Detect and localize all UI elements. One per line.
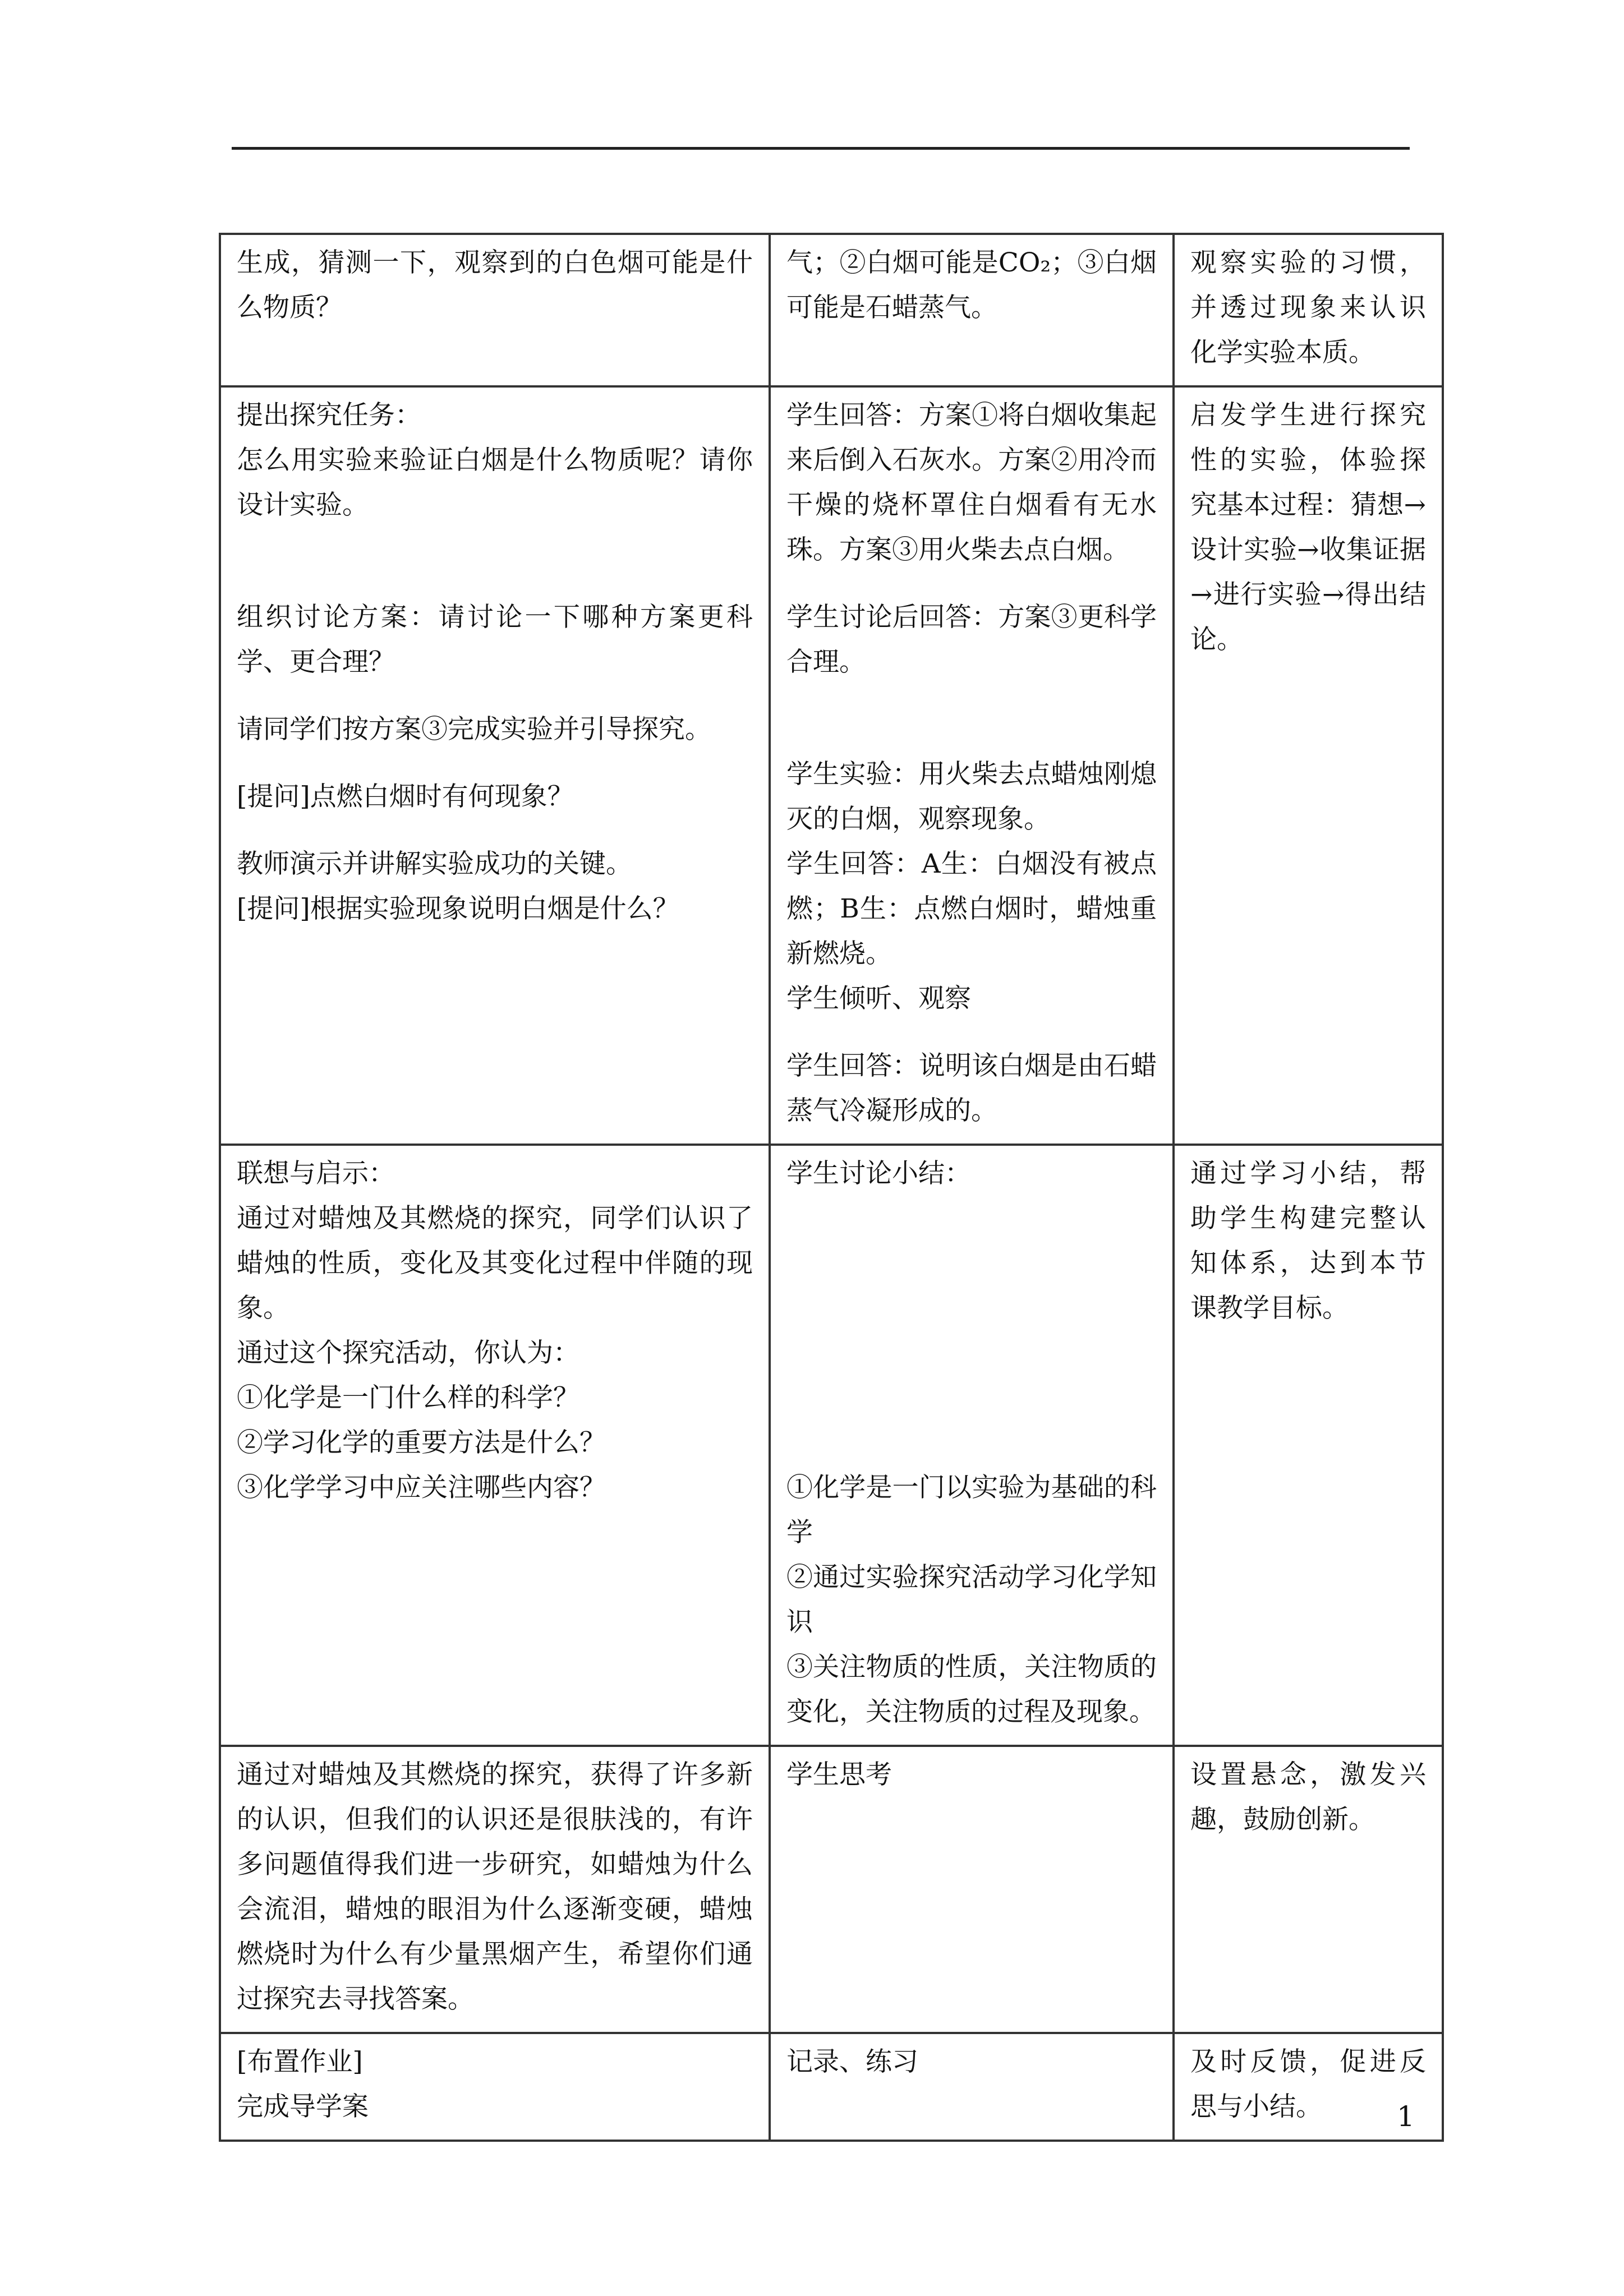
design-intent-cell: 启发学生进行探究性的实验，体验探究基本过程：猜想→设计实验→收集证据→进行实验→得出结论。: [1174, 386, 1443, 1145]
lesson-plan-table: [219, 233, 1444, 2142]
student-activity-cell: 记录、练习: [770, 2033, 1174, 2141]
table-row: [220, 234, 1443, 386]
teacher-activity-cell: [布置作业] 完成导学案: [220, 2033, 770, 2141]
design-intent-cell: 设置悬念，激发兴趣，鼓励创新。: [1174, 1746, 1443, 2033]
teacher-activity-cell: 提出探究任务： 怎么用实验来验证白烟是什么物质呢？请你设计实验。 组织讨论方案：请讨论一下哪种方案更科学、更合理？ 请同学们按方案③完成实验并引导探究。 [提问]点燃白烟时有何现象？ 教师演示并讲解实验成功的关键。 [提问]根据实验现象说明白烟是什么？: [220, 386, 770, 1145]
design-intent-cell: 及时反馈，促进反思与小结。: [1174, 2033, 1443, 2141]
student-activity-cell: 学生回答：方案①将白烟收集起来后倒入石灰水。方案②用冷而干燥的烧杯罩住白烟看有无水珠。方案③用火柴去点白烟。 学生讨论后回答：方案③更科学合理。 学生实验：用火柴去点蜡烛刚熄灭的白烟，观察现象。 学生回答：A生：白烟没有被点燃；B生：点燃白烟时，蜡烛重新燃烧。 学生倾听、观察 学生回答：说明该白烟是由石蜡蒸气冷凝形成的。: [770, 386, 1174, 1145]
table-row: [220, 1145, 1443, 1746]
teacher-activity-cell: 通过对蜡烛及其燃烧的探究，获得了许多新的认识，但我们的认识还是很肤浅的，有许多问题值得我们进一步研究，如蜡烛为什么会流泪，蜡烛的眼泪为什么逐渐变硬，蜡烛燃烧时为什么有少量黑烟产生，希望你们通过探究去寻找答案。: [220, 1746, 770, 2033]
teacher-activity-cell: 联想与启示： 通过对蜡烛及其燃烧的探究，同学们认识了蜡烛的性质，变化及其变化过程中伴随的现象。 通过这个探究活动，你认为： ①化学是一门什么样的科学？ ②学习化学的重要方法是什么？ ③化学学习中应关注哪些内容？: [220, 1145, 770, 1746]
header-rule: [232, 147, 1410, 150]
student-activity-cell: 学生思考: [770, 1746, 1174, 2033]
student-activity-cell: 学生讨论小结： ①化学是一门以实验为基础的科学 ②通过实验探究活动学习化学知识 ③关注物质的性质，关注物质的变化，关注物质的过程及现象。: [770, 1145, 1174, 1746]
table-row: [220, 386, 1443, 1145]
page-number: 1: [1397, 2100, 1415, 2133]
teacher-activity-cell: 生成，猜测一下，观察到的白色烟可能是什么物质？: [220, 234, 770, 386]
student-activity-cell: 气；②白烟可能是CO₂；③白烟可能是石蜡蒸气。: [770, 234, 1174, 386]
design-intent-cell: 观察实验的习惯，并透过现象来认识化学实验本质。: [1174, 234, 1443, 386]
design-intent-cell: 通过学习小结，帮助学生构建完整认知体系，达到本节课教学目标。: [1174, 1145, 1443, 1746]
table-row: [220, 1746, 1443, 2033]
table-row: [220, 2033, 1443, 2141]
